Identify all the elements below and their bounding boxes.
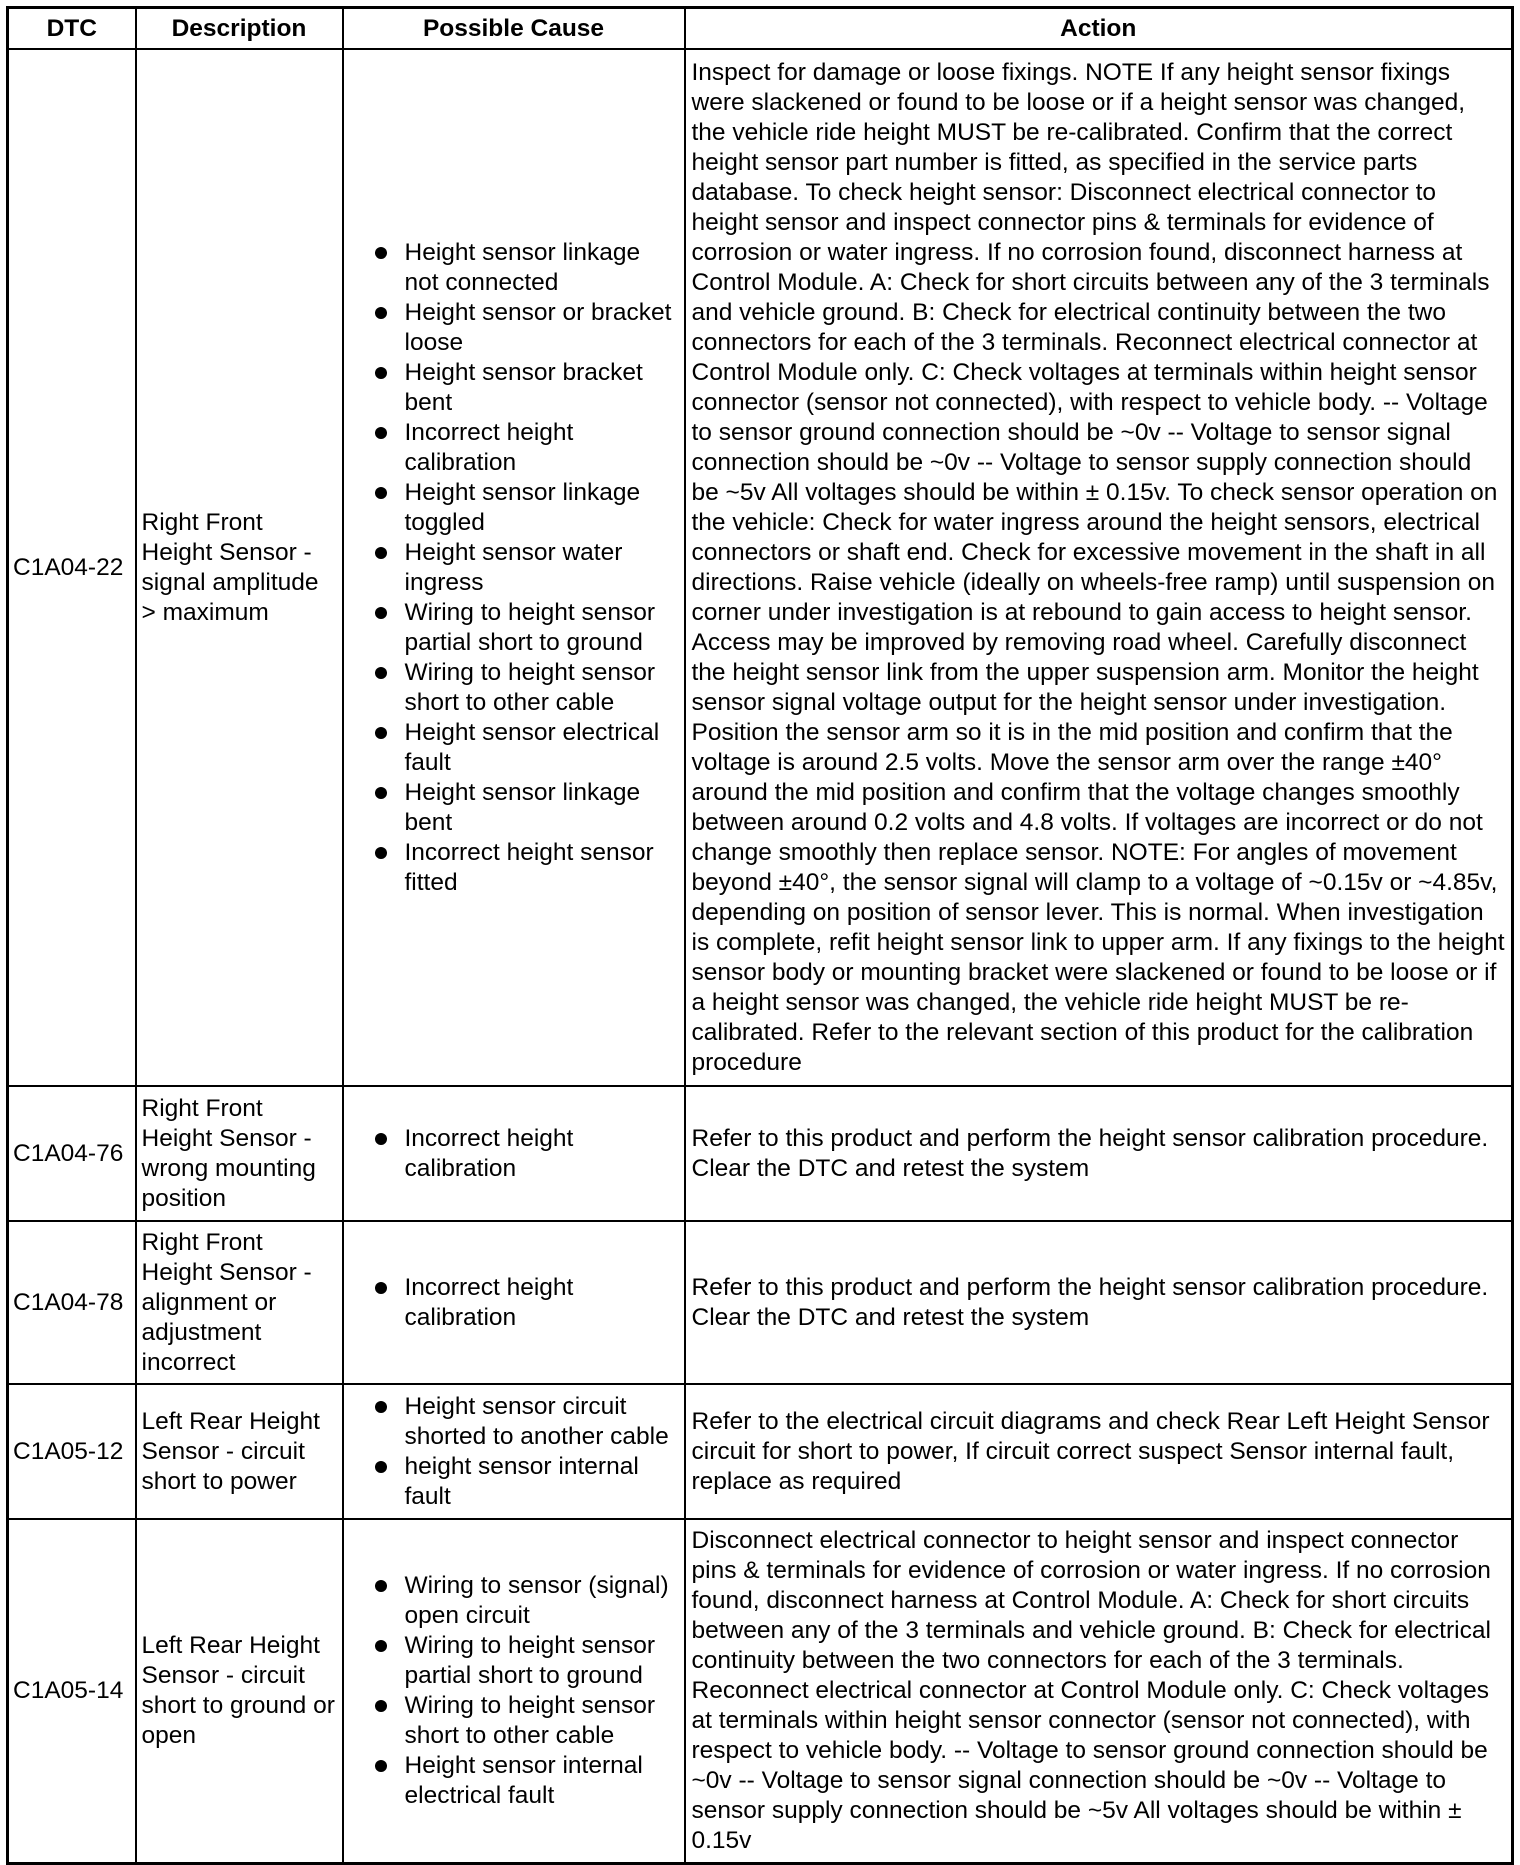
cause-item: Height sensor linkage not connected	[373, 238, 679, 298]
dtc-code: C1A05-14	[8, 1519, 136, 1863]
dtc-action: Refer to this product and perform the height sensor calibration procedure. Clear the DTC and retest the system	[685, 1221, 1513, 1384]
possible-causes	[343, 1384, 685, 1519]
cause-item: Wiring to height sensor short to other cable	[373, 658, 679, 718]
possible-causes	[343, 49, 685, 1086]
possible-causes	[343, 1086, 685, 1221]
cause-item: Height sensor water ingress	[373, 538, 679, 598]
cause-item: Incorrect height calibration	[373, 1273, 679, 1333]
table-row	[8, 1086, 1513, 1221]
header-row	[8, 8, 1513, 50]
dtc-action: Inspect for damage or loose fixings. NOTE If any height sensor fixings were slackened or found to be loose or if a height sensor was changed, the vehicle ride height MUST be re-calibrated. Confirm that the correct height sensor part number is fitted, as specified in the service parts database. To check height sensor: Disconnect electrical connector to height sensor and inspect connector pins & terminals for evidence of corrosion or water ingress. If no corrosion found, disconnect harness at Control Module. A: Check for short circuits between any of the 3 terminals and vehicle ground. B: Check for electrical continuity between the two connectors for each of the 3 terminals. Reconnect electrical connector at Control Module only. C: Check voltages at terminals within height sensor connector (sensor not connected), with respect to vehicle body. -- Voltage to sensor ground connection should be ~0v -- Voltage to sensor signal connection should be ~0v -- Voltage to sensor supply connection should be ~5v All voltages should be within ± 0.15v. To check sensor operation on the vehicle: Check for water ingress around the height sensors, electrical connectors or shaft end. Check for excessive movement in the shaft in all directions. Raise vehicle (ideally on wheels-free ramp) until suspension on corner under investigation is at rebound to gain access to height sensor. Access may be improved by removing road wheel. Carefully disconnect the height sensor link from the upper suspension arm. Monitor the height sensor signal voltage output for the height sensor under investigation. Position the sensor arm so it is in the mid position and confirm that the voltage is around 2.5 volts. Move the sensor arm over the range ±40° around the mid position and confirm that the voltage changes smoothly between around 0.2 volts and 4.8 volts. If voltages are incorrect or do not change smoothly then replace sensor. NOTE: For angles of movement beyond ±40°, the sensor signal will clamp to a voltage of ~0.15v or ~4.85v, depending on position of sensor lever. This is normal. When investigation is complete, refit height sensor link to upper arm. If any fixings to the height sensor body or mounting bracket were slackened or found to be loose or if a height sensor was changed, the vehicle ride height MUST be re-calibrated. Refer to the relevant section of this product for the calibration procedure	[685, 49, 1513, 1086]
cause-item: Height sensor electrical fault	[373, 718, 679, 778]
possible-causes	[343, 1519, 685, 1863]
dtc-code: C1A04-76	[8, 1086, 136, 1221]
dtc-code: C1A05-12	[8, 1384, 136, 1519]
cause-item: Incorrect height calibration	[373, 1124, 679, 1184]
header-description: Description	[136, 8, 343, 50]
cause-item: Height sensor circuit shorted to another cable	[373, 1392, 679, 1452]
cause-item: Wiring to height sensor partial short to ground	[373, 1631, 679, 1691]
cause-item: Height sensor internal electrical fault	[373, 1751, 679, 1811]
cause-item: height sensor internal fault	[373, 1452, 679, 1512]
dtc-action: Disconnect electrical connector to height sensor and inspect connector pins & terminals for evidence of corrosion or water ingress. If no corrosion found, disconnect harness at Control Module. A: Check for short circuits between any of the 3 terminals and vehicle ground. B: Check for electrical continuity between the two connectors for each of the 3 terminals. Reconnect electrical connector at Control Module only. C: Check voltages at terminals within height sensor connector (sensor not connected), with respect to vehicle body. -- Voltage to sensor ground connection should be ~0v -- Voltage to sensor signal connection should be ~0v -- Voltage to sensor supply connection should be ~5v All voltages should be within ± 0.15v	[685, 1519, 1513, 1863]
header-dtc: DTC	[8, 8, 136, 50]
possible-causes	[343, 1221, 685, 1384]
cause-item: Wiring to height sensor short to other cable	[373, 1691, 679, 1751]
dtc-code: C1A04-78	[8, 1221, 136, 1384]
table-row	[8, 1519, 1513, 1863]
cause-item: Wiring to height sensor partial short to ground	[373, 598, 679, 658]
dtc-description: Left Rear Height Sensor - circuit short to ground or open	[136, 1519, 343, 1863]
cause-item: Height sensor linkage bent	[373, 778, 679, 838]
cause-item: Height sensor linkage toggled	[373, 478, 679, 538]
dtc-action: Refer to the electrical circuit diagrams and check Rear Left Height Sensor circuit for short to power, If circuit correct suspect Sensor internal fault, replace as required	[685, 1384, 1513, 1519]
cause-item: Incorrect height calibration	[373, 418, 679, 478]
table-row	[8, 1384, 1513, 1519]
dtc-table	[6, 6, 1514, 1865]
cause-item: Wiring to sensor (signal) open circuit	[373, 1571, 679, 1631]
cause-item: Height sensor or bracket loose	[373, 298, 679, 358]
dtc-description: Left Rear Height Sensor - circuit short to power	[136, 1384, 343, 1519]
dtc-description: Right Front Height Sensor - alignment or adjustment incorrect	[136, 1221, 343, 1384]
table-row	[8, 1221, 1513, 1384]
dtc-description: Right Front Height Sensor - wrong mounting position	[136, 1086, 343, 1221]
cause-item: Incorrect height sensor fitted	[373, 838, 679, 898]
dtc-action: Refer to this product and perform the height sensor calibration procedure. Clear the DTC and retest the system	[685, 1086, 1513, 1221]
header-possible-cause: Possible Cause	[343, 8, 685, 50]
table-row	[8, 49, 1513, 1086]
header-action: Action	[685, 8, 1513, 50]
dtc-code: C1A04-22	[8, 49, 136, 1086]
dtc-description: Right Front Height Sensor - signal amplitude > maximum	[136, 49, 343, 1086]
cause-item: Height sensor bracket bent	[373, 358, 679, 418]
